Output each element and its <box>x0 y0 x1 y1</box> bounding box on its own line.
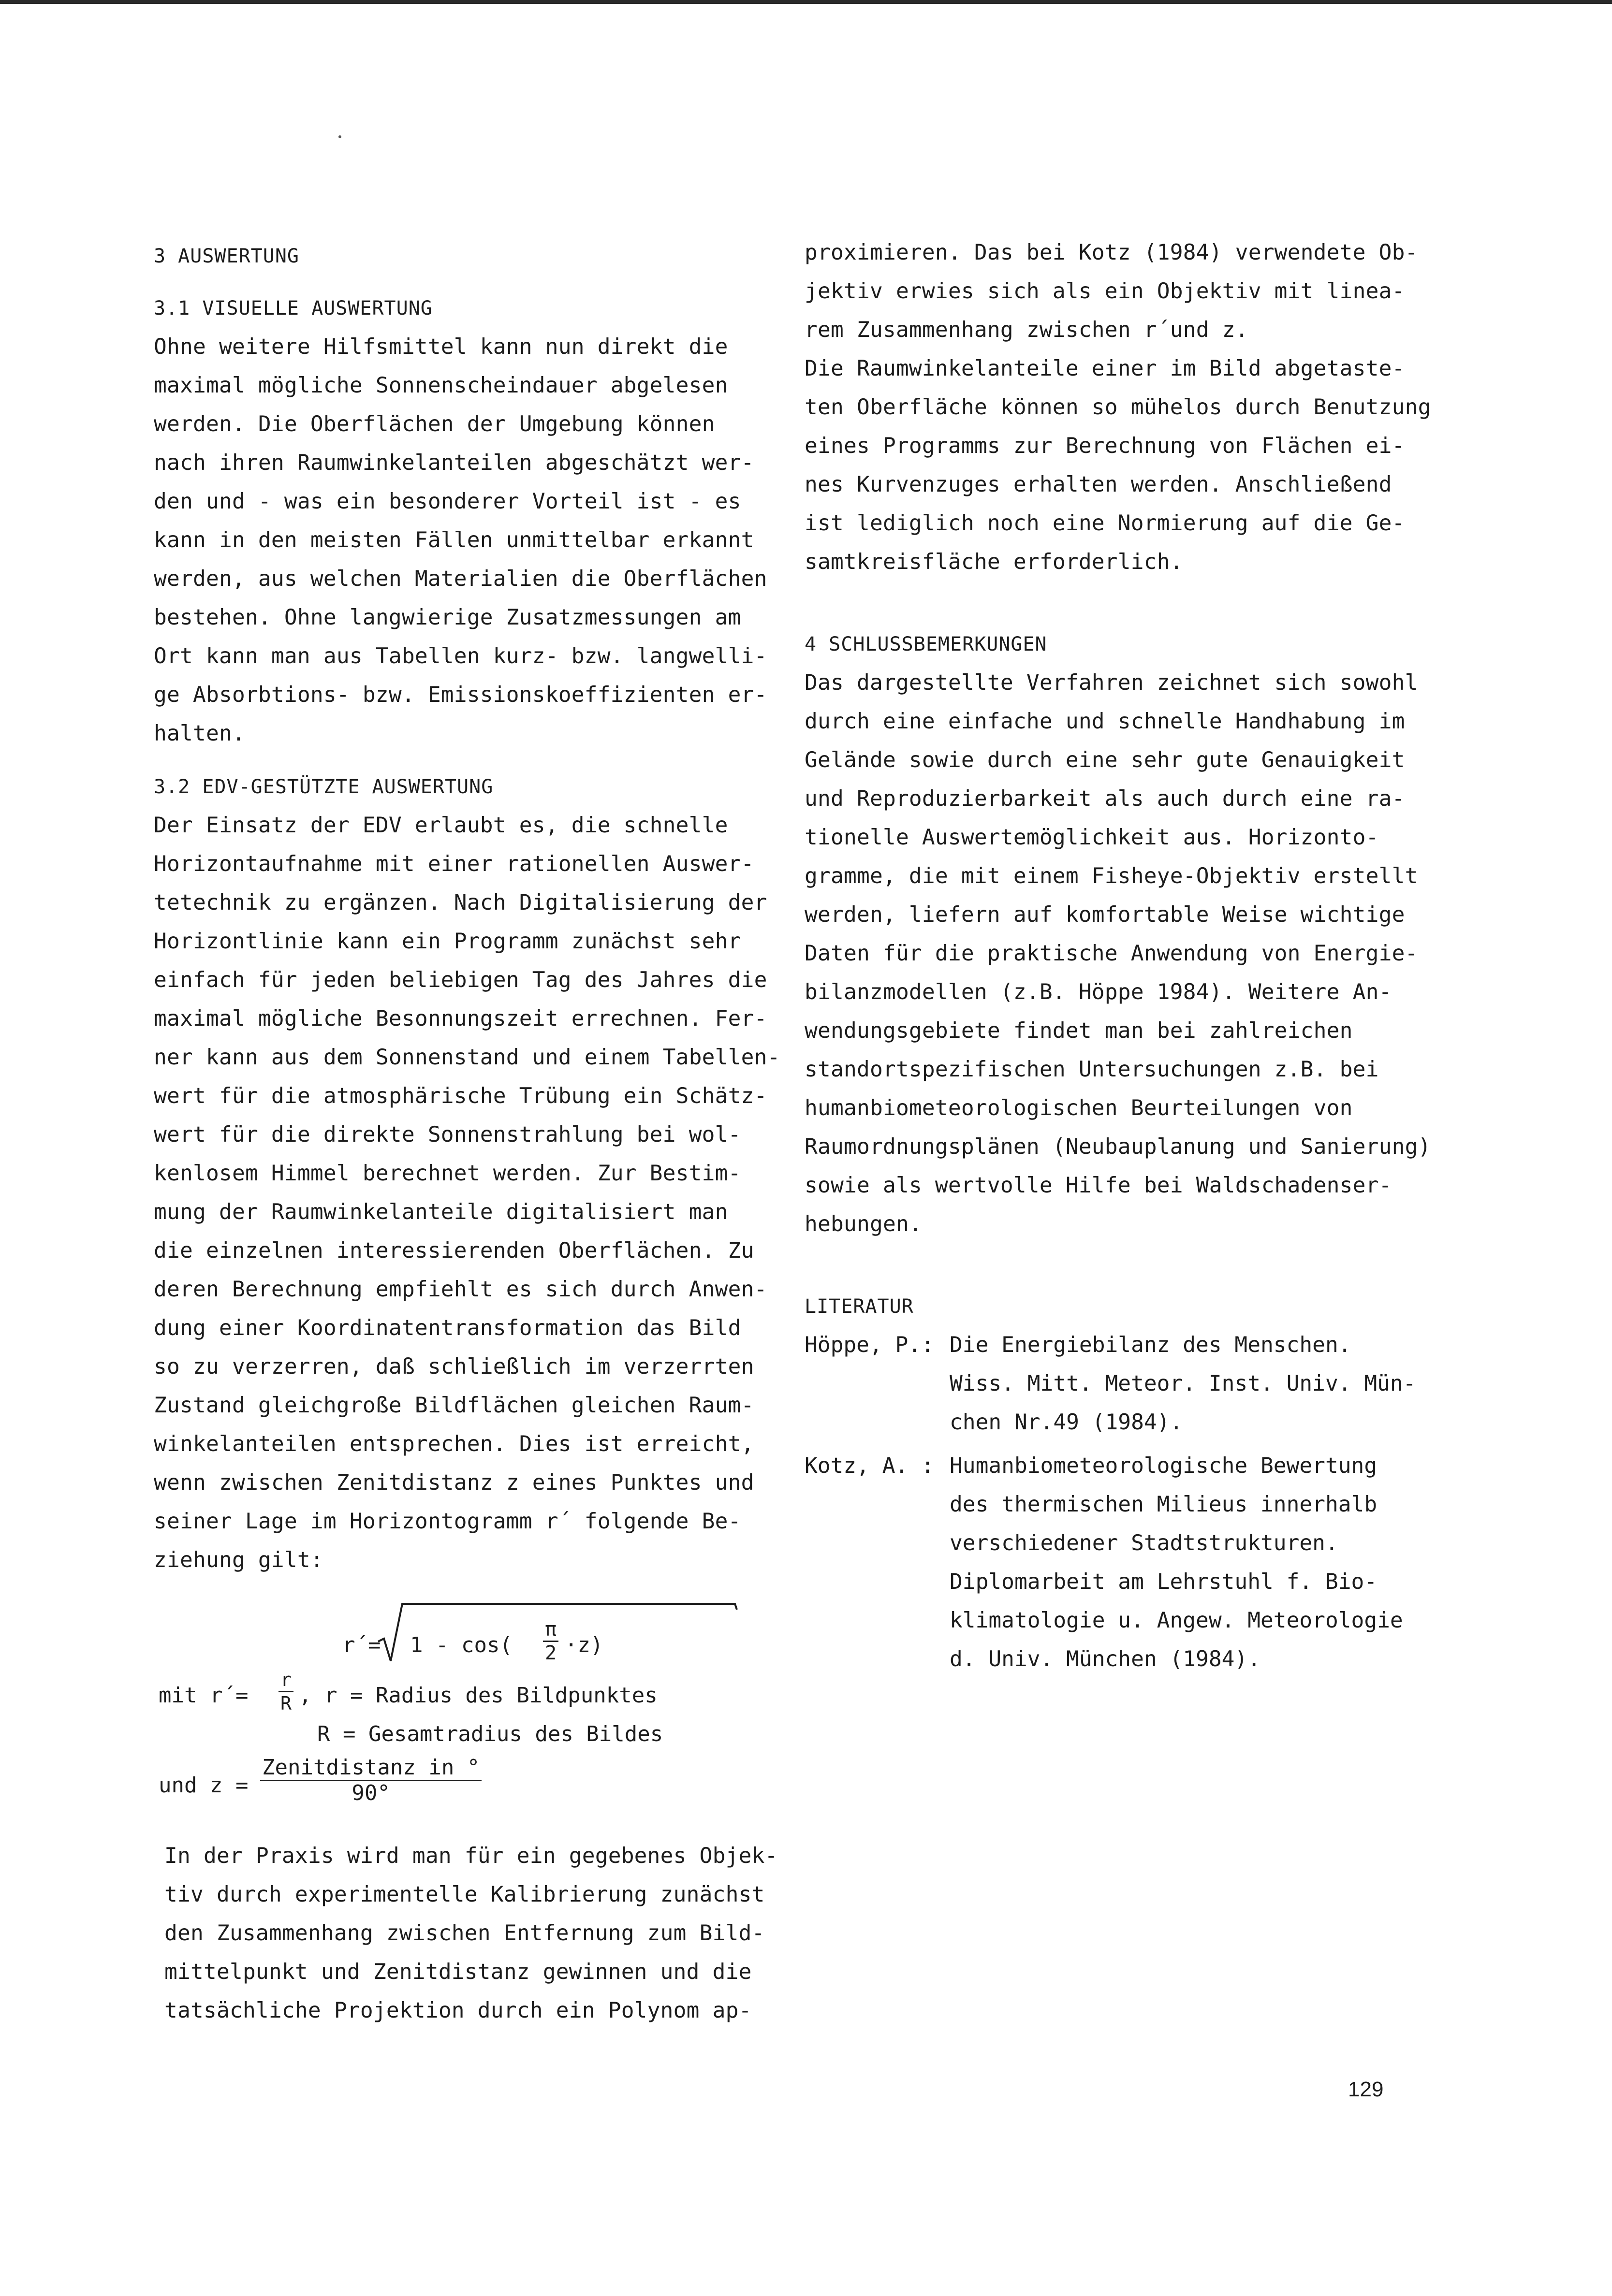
text-line: dung einer Koordinatentransformation das Bild <box>154 1316 741 1340</box>
zenith-fraction <box>260 1756 482 1805</box>
text-line: werden, aus welchen Materialien die Oberflächen <box>154 567 767 591</box>
text-line: deren Berechnung empfiehlt es sich durch Anwen- <box>154 1277 767 1302</box>
total-radius-definition: R = Gesamtradius des Bildes <box>317 1722 663 1746</box>
text-line: wert für die atmosphärische Trübung ein Schätz- <box>154 1084 767 1108</box>
reference-line: d. Univ. München (1984). <box>950 1647 1260 1671</box>
text-line: Das dargestellte Verfahren zeichnet sich sowohl <box>805 670 1418 695</box>
text-line: Horizontaufnahme mit einer rationellen Auswer- <box>154 852 754 876</box>
formula-radicand-a: 1 - cos( <box>410 1633 513 1657</box>
text-line: rem Zusammenhang zwischen r´und z. <box>805 318 1248 342</box>
literature-heading: LITERATUR <box>805 1295 914 1318</box>
fraction-R: R <box>280 1693 292 1714</box>
text-line: Der Einsatz der EDV erlaubt es, die schnelle <box>154 813 728 838</box>
text-line: tetechnik zu ergänzen. Nach Digitalisierung der <box>154 890 767 915</box>
text-line: den Zusammenhang zwischen Entfernung zum Bild- <box>164 1921 765 1946</box>
reference-line: des thermischen Milieus innerhalb <box>950 1492 1378 1517</box>
text-line: Daten für die praktische Anwendung von Energie- <box>805 941 1418 966</box>
text-line: nach ihren Raumwinkelanteilen abgeschätzt wer- <box>154 450 754 475</box>
text-line: mung der Raumwinkelanteile digitalisiert man <box>154 1200 728 1224</box>
text-line: winkelanteilen entsprechen. Dies ist erreicht, <box>154 1432 754 1456</box>
text-line: ist lediglich noch eine Normierung auf die Ge- <box>805 511 1405 536</box>
text-line: so zu verzerren, daß schließlich im verzerrten <box>154 1354 754 1379</box>
reference-line: Wiss. Mitt. Meteor. Inst. Univ. Mün- <box>950 1371 1416 1396</box>
section-heading-3-2: 3.2 EDV-GESTÜTZTE AUSWERTUNG <box>154 776 494 798</box>
r-over-R-fraction <box>278 1669 293 1715</box>
text-line: ge Absorbtions- bzw. Emissionskoeffizienten er- <box>154 683 767 707</box>
reference-key: Höppe, P.: <box>805 1333 934 1357</box>
text-line: Raumordnungsplänen (Neubauplanung und Sanierung) <box>805 1134 1431 1159</box>
text-line: und Reproduzierbarkeit als auch durch eine ra- <box>805 786 1405 811</box>
text-line: tionelle Auswertemöglichkeit aus. Horizonto- <box>805 825 1379 850</box>
text-line: ziehung gilt: <box>154 1548 323 1572</box>
text-line: mittelpunkt und Zenitdistanz gewinnen und die <box>164 1960 752 1984</box>
text-line: Die Raumwinkelanteile einer im Bild abgetaste- <box>805 356 1405 381</box>
formula-radicand-b: ·z) <box>565 1633 603 1657</box>
und-label: und z = <box>159 1773 249 1798</box>
text-line: humanbiometeorologischen Beurteilungen von <box>805 1096 1353 1120</box>
reference-line: chen Nr.49 (1984). <box>950 1410 1183 1435</box>
text-line: wendungsgebiete findet man bei zahlreichen <box>805 1018 1353 1043</box>
text-line: die einzelnen interessierenden Oberflächen. Zu <box>154 1238 754 1263</box>
text-line: bestehen. Ohne langwierige Zusatzmessungen am <box>154 605 741 630</box>
formula-pi: π <box>543 1618 558 1642</box>
formula-pi-over-two <box>543 1618 558 1664</box>
formula-two: 2 <box>545 1642 557 1664</box>
text-line: Horizontlinie kann ein Programm zunächst sehr <box>154 929 741 954</box>
reference-line: Diplomarbeit am Lehrstuhl f. Bio- <box>950 1569 1378 1594</box>
text-line: In der Praxis wird man für ein gegebenes Objek- <box>164 1844 778 1868</box>
page-number: 129 <box>1348 2078 1384 2101</box>
text-line: wert für die direkte Sonnenstrahlung bei wol- <box>154 1122 741 1147</box>
text-line: hebungen. <box>805 1212 922 1236</box>
text-line: Gelände sowie durch eine sehr gute Genauigkeit <box>805 748 1405 772</box>
scan-speck <box>338 135 341 138</box>
text-line: seiner Lage im Horizontogramm r´ folgende Be- <box>154 1509 741 1534</box>
section-heading-3: 3 AUSWERTUNG <box>154 245 299 267</box>
text-line: wenn zwischen Zenitdistanz z eines Punktes und <box>154 1470 754 1495</box>
text-line: einfach für jeden beliebigen Tag des Jahres die <box>154 968 767 992</box>
fraction-numerator: Zenitdistanz in ° <box>260 1756 482 1781</box>
text-line: tiv durch experimentelle Kalibrierung zunächst <box>164 1882 765 1907</box>
text-line: eines Programms zur Berechnung von Flächen ei- <box>805 434 1405 458</box>
text-line: durch eine einfache und schnelle Handhabung im <box>805 709 1405 734</box>
formula-lhs: r´= <box>342 1633 381 1657</box>
text-line: bilanzmodellen (z.B. Höppe 1984). Weitere An- <box>805 980 1392 1004</box>
text-line: nes Kurvenzuges erhalten werden. Anschließend <box>805 472 1392 497</box>
text-line: Ort kann man aus Tabellen kurz- bzw. langwelli- <box>154 644 767 668</box>
text-line: kann in den meisten Fällen unmittelbar erkannt <box>154 528 754 552</box>
text-line: maximal mögliche Sonnenscheindauer abgelesen <box>154 373 728 398</box>
reference-line: verschiedener Stadtstrukturen. <box>950 1531 1338 1555</box>
mit-label: mit r´= <box>159 1683 249 1708</box>
section-heading-3-1: 3.1 VISUELLE AUSWERTUNG <box>154 297 433 320</box>
text-line: werden, liefern auf komfortable Weise wichtige <box>805 902 1405 927</box>
text-line: samtkreisfläche erforderlich. <box>805 550 1183 574</box>
text-line: den und - was ein besonderer Vorteil ist - es <box>154 489 741 514</box>
text-line: jektiv erwies sich als ein Objektiv mit linea- <box>805 279 1405 304</box>
fraction-r: r <box>278 1669 293 1692</box>
text-line: standortspezifischen Untersuchungen z.B. bei <box>805 1057 1379 1082</box>
text-line: proximieren. Das bei Kotz (1984) verwendete Ob- <box>805 240 1418 265</box>
text-line: Zustand gleichgroße Bildflächen gleichen Raum- <box>154 1393 754 1418</box>
text-line: sowie als wertvolle Hilfe bei Waldschadenser- <box>805 1173 1392 1198</box>
text-line: halten. <box>154 721 245 746</box>
text-line: Ohne weitere Hilfsmittel kann nun direkt die <box>154 334 728 359</box>
text-line: ner kann aus dem Sonnenstand und einem Tabellen- <box>154 1045 780 1070</box>
reference-line: Humanbiometeorologische Bewertung <box>950 1453 1378 1478</box>
reference-line: Die Energiebilanz des Menschen. <box>950 1333 1351 1357</box>
reference-key: Kotz, A. : <box>805 1453 934 1478</box>
section-heading-4: 4 SCHLUSSBEMERKUNGEN <box>805 633 1047 655</box>
text-line: werden. Die Oberflächen der Umgebung können <box>154 412 715 436</box>
radius-definition: , r = Radius des Bildpunktes <box>299 1683 658 1708</box>
fraction-denominator: 90° <box>352 1781 390 1805</box>
text-line: ten Oberfläche können so mühelos durch Benutzung <box>805 395 1431 420</box>
text-line: tatsächliche Projektion durch ein Polynom ap- <box>164 1998 752 2023</box>
text-line: maximal mögliche Besonnungszeit errechnen. Fer- <box>154 1006 767 1031</box>
text-line: kenlosem Himmel berechnet werden. Zur Bestim- <box>154 1161 741 1186</box>
top-scan-edge <box>0 0 1612 4</box>
text-line: gramme, die mit einem Fisheye-Objektiv erstellt <box>805 864 1418 888</box>
reference-line: klimatologie u. Angew. Meteorologie <box>950 1608 1403 1633</box>
